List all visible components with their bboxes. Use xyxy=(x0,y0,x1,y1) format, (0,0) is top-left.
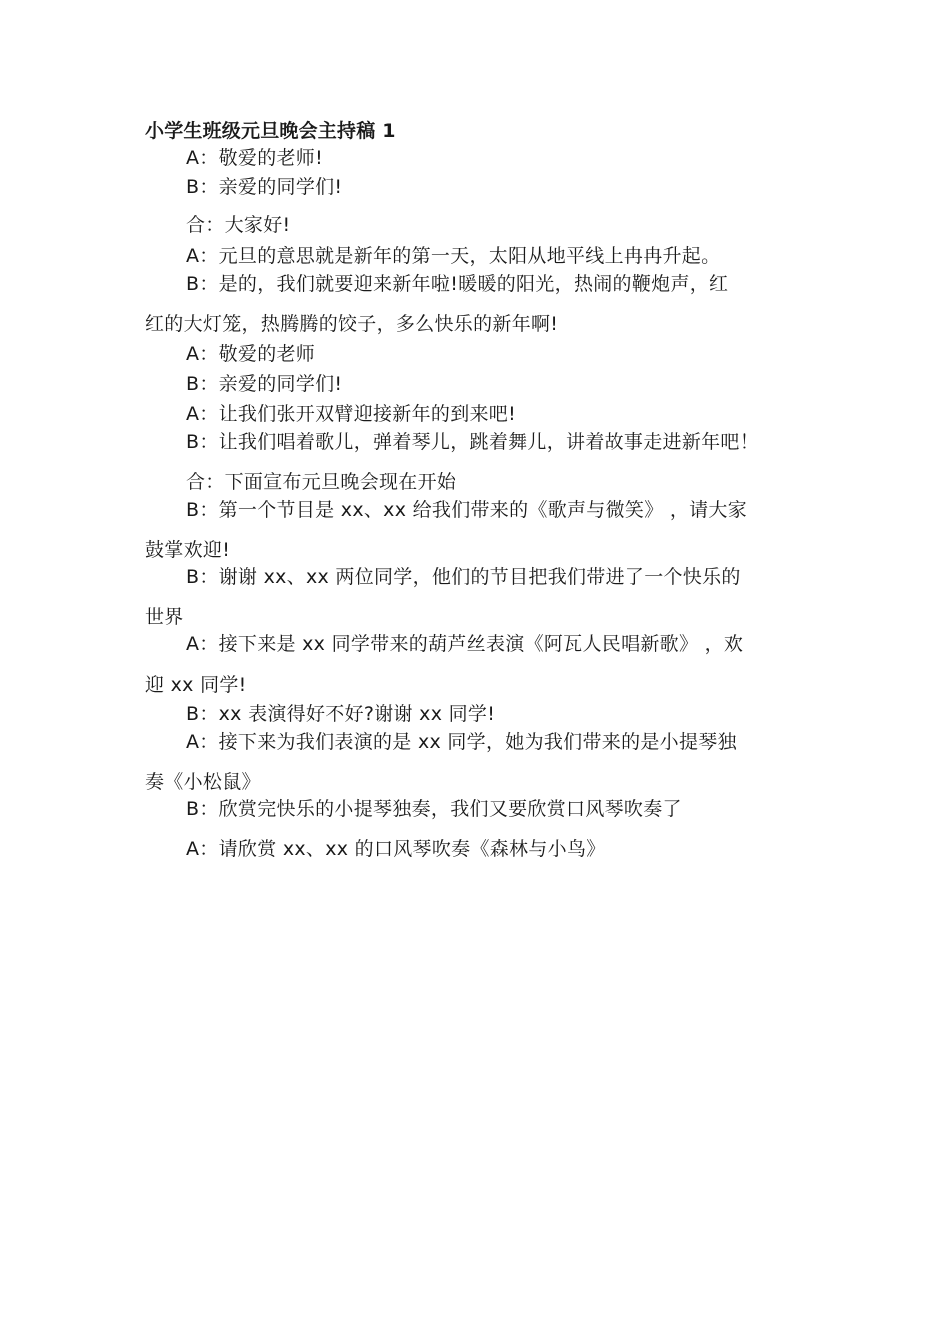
script-line-continuation: 世界 xyxy=(145,606,184,628)
document-title: 小学生班级元旦晚会主持稿 1 xyxy=(145,120,396,142)
script-line: B：谢谢 xx、xx 两位同学，他们的节目把我们带进了一个快乐的 xyxy=(186,566,741,588)
script-line-continuation: 鼓掌欢迎! xyxy=(145,539,231,561)
script-line: B：欣赏完快乐的小提琴独奏，我们又要欣赏口风琴吹奏了 xyxy=(186,798,682,820)
script-line-continuation: 奏《小松鼠》 xyxy=(145,771,261,793)
script-line: B：亲爱的同学们! xyxy=(186,176,343,198)
script-line-continuation: 红的大灯笼，热腾腾的饺子，多么快乐的新年啊! xyxy=(145,313,559,335)
script-line: B：是的，我们就要迎来新年啦!暖暖的阳光，热闹的鞭炮声，红 xyxy=(186,273,729,295)
script-line: B：亲爱的同学们! xyxy=(186,373,343,395)
script-line: A：敬爱的老师! xyxy=(186,147,324,169)
script-line: A：敬爱的老师 xyxy=(186,343,316,365)
script-line: 合：下面宣布元旦晚会现在开始 xyxy=(186,471,457,493)
script-line: A：接下来为我们表演的是 xx 同学，她为我们带来的是小提琴独 xyxy=(186,731,737,753)
script-line: B：xx 表演得好不好?谢谢 xx 同学! xyxy=(186,703,496,725)
script-line: A：接下来是 xx 同学带来的葫芦丝表演《阿瓦人民唱新歌》 ，欢 xyxy=(186,633,744,655)
script-line: A：请欣赏 xx、xx 的口风琴吹奏《森林与小鸟》 xyxy=(186,838,606,860)
script-line: A：让我们张开双臂迎接新年的到来吧! xyxy=(186,403,517,425)
script-line: A：元旦的意思就是新年的第一天，太阳从地平线上冉冉升起。 xyxy=(186,245,721,267)
script-line: 合：大家好! xyxy=(186,214,291,236)
script-line-continuation: 迎 xx 同学! xyxy=(145,674,247,696)
script-line: B：让我们唱着歌儿，弹着琴儿，跳着舞儿，讲着故事走进新年吧！ xyxy=(186,431,760,453)
script-line: B：第一个节目是 xx、xx 给我们带来的《歌声与微笑》 ，请大家 xyxy=(186,499,748,521)
